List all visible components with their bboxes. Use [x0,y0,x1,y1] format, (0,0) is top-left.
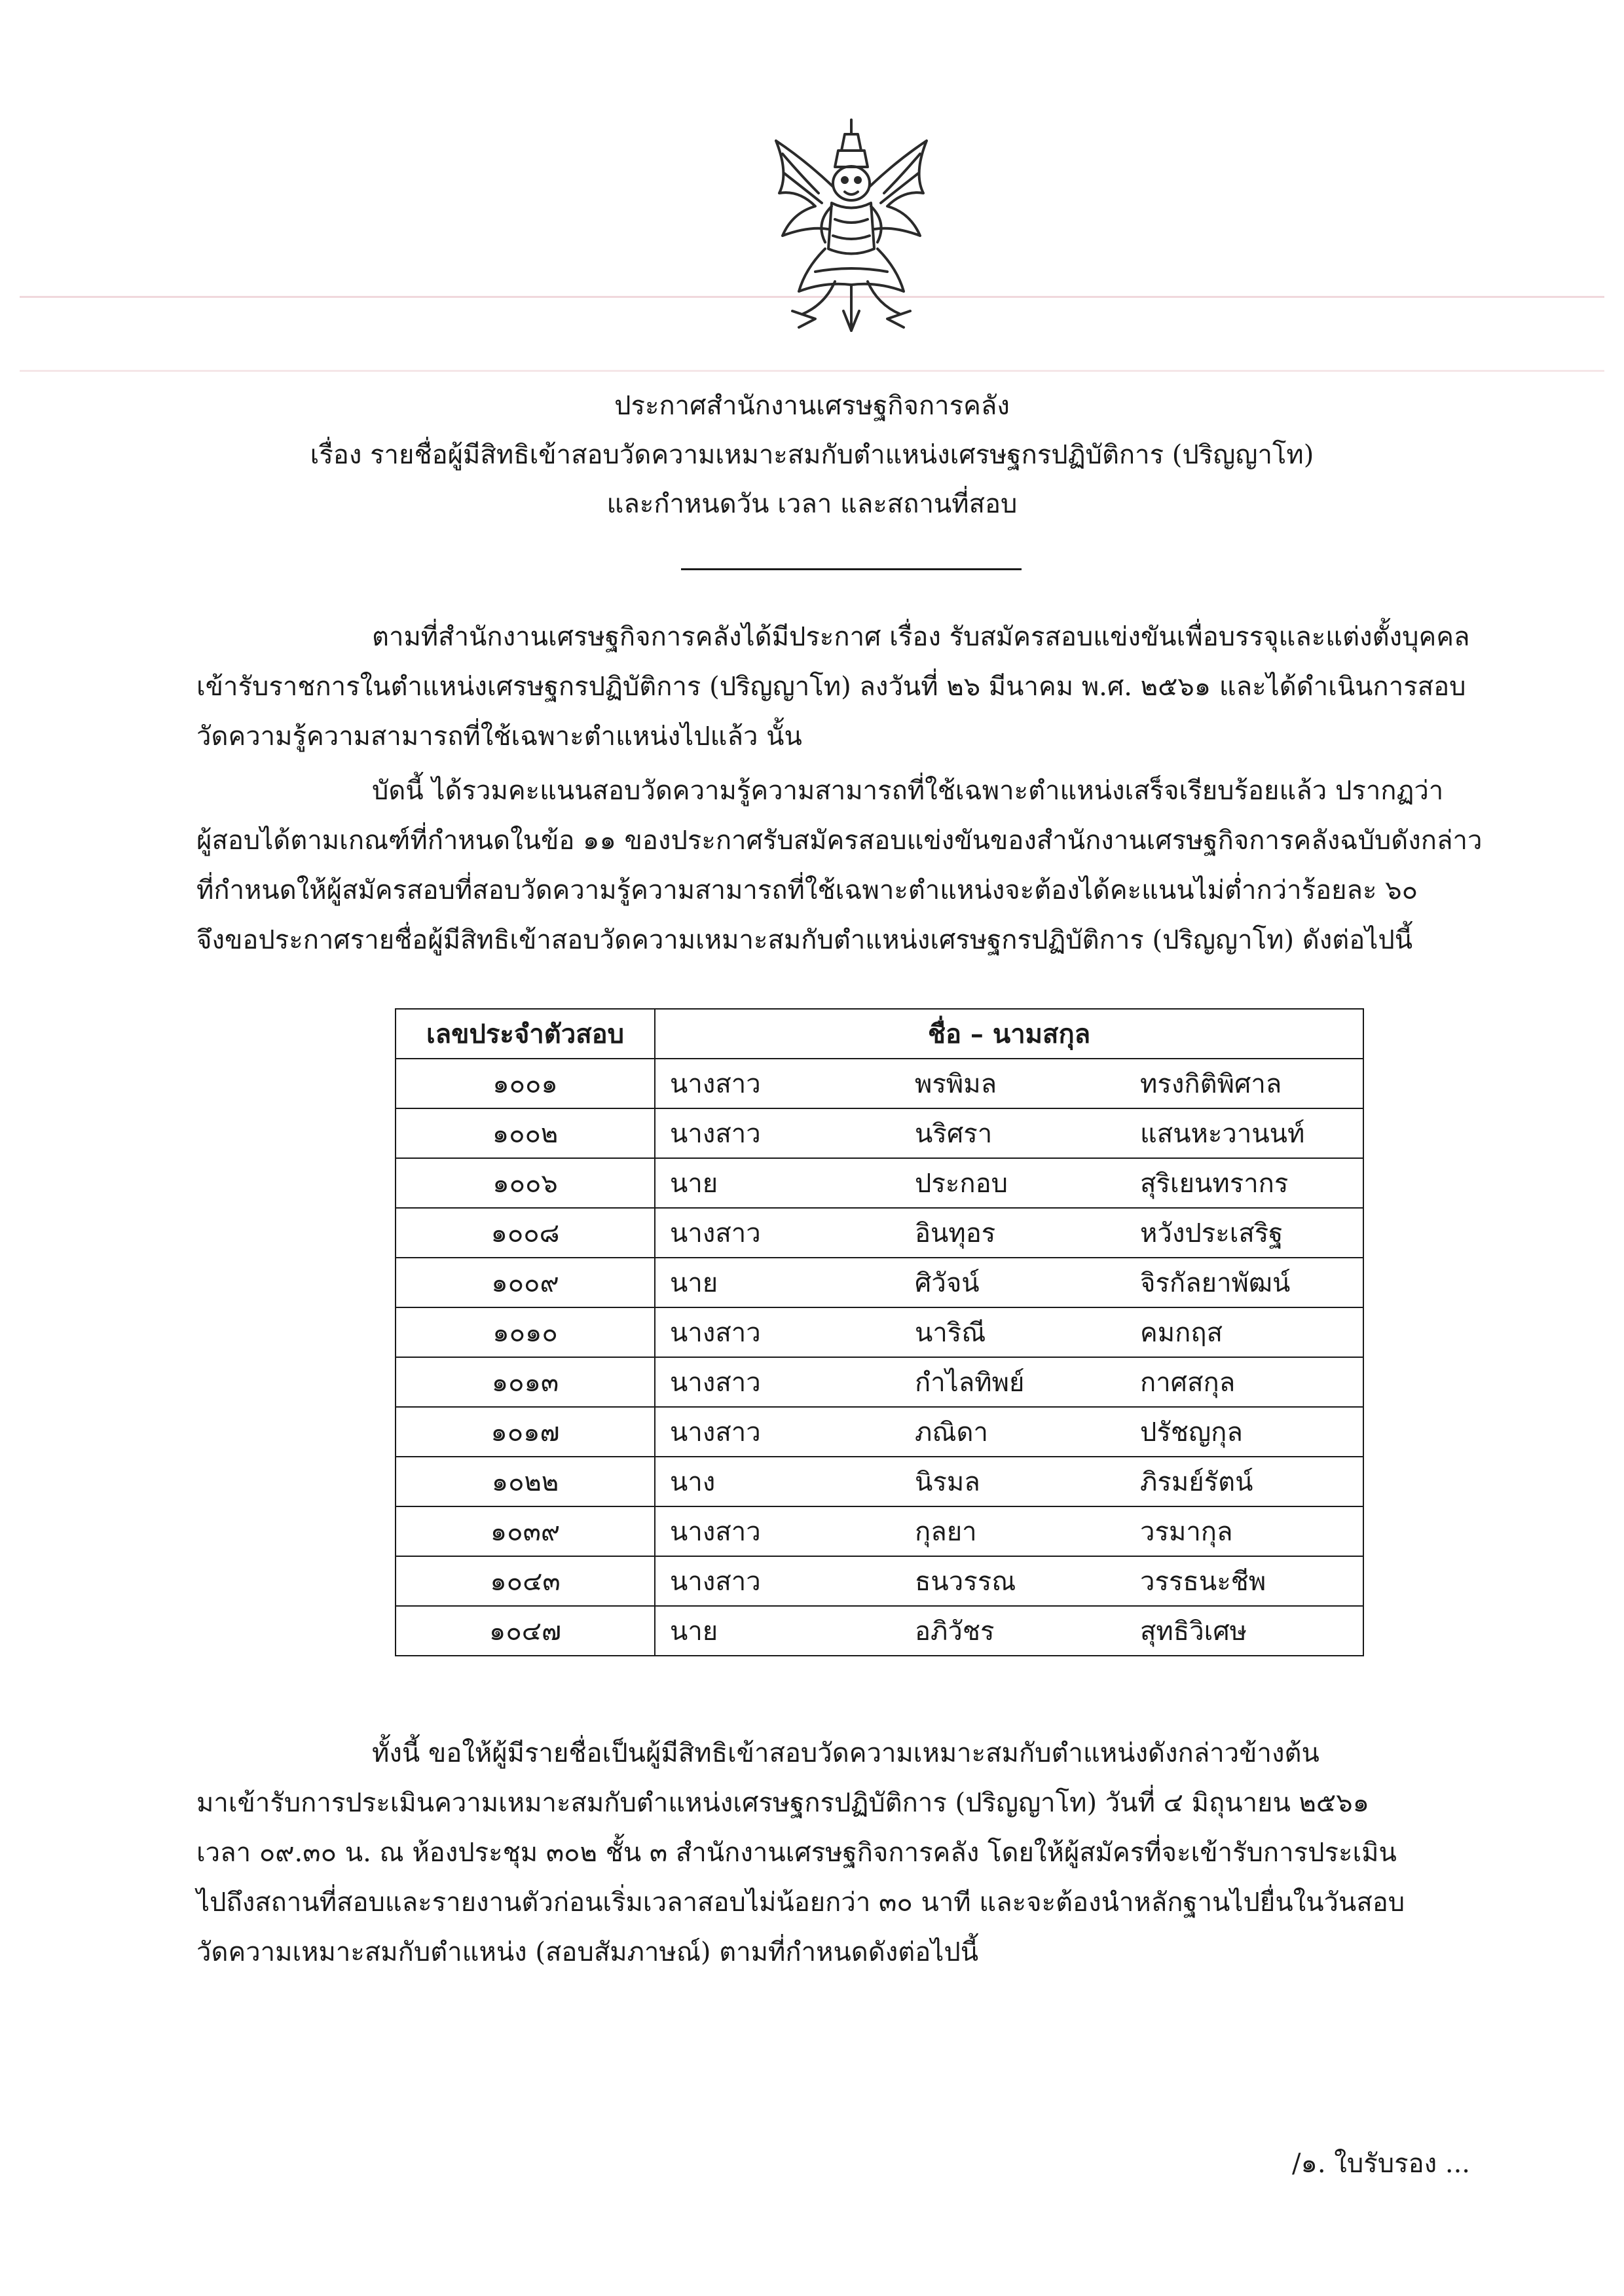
paragraph-line: วัดความรู้ความสามารถที่ใช้เฉพาะตำแหน่งไปแล้ว นั้น [196,721,802,752]
title-underline [681,568,1022,570]
candidate-table [395,1008,1364,1656]
paragraph-line: ผู้สอบได้ตามเกณฑ์ที่กำหนดในข้อ ๑๑ ของประกาศรับสมัครสอบแข่งขันของสำนักงานเศรษฐกิจการคลังฉบับดังกล่าว [196,826,1483,856]
first-name-cell: ภณิดา [900,1407,1126,1457]
name-title-cell: นางสาว [655,1108,900,1158]
first-name-cell: นาริณี [900,1307,1126,1357]
scan-artifact-line [20,370,1604,372]
table-row [396,1407,1363,1457]
last-name-cell: วรรธนะชีพ [1126,1556,1363,1606]
paragraph-line: วัดความเหมาะสมกับตำแหน่ง (สอบสัมภาษณ์) ตามที่กำหนดดังต่อไปนี้ [196,1937,979,1967]
table-row [396,1556,1363,1606]
exam-id-cell: ๑๐๔๗ [396,1606,655,1656]
first-name-cell: อินทุอร [900,1208,1126,1258]
table-row [396,1307,1363,1357]
garuda-emblem-icon [753,115,950,337]
paragraph-line: มาเข้ารับการประเมินความเหมาะสมกับตำแหน่งเศรษฐกรปฏิบัติการ (ปริญญาโท) วันที่ ๔ มิถุนายน ๒๕๖๑ [196,1788,1369,1818]
paragraph-line: ทั้งนี้ ขอให้ผู้มีรายชื่อเป็นผู้มีสิทธิเข้าสอบวัดความเหมาะสมกับตำแหน่งดังกล่าวข้างต้น [372,1738,1320,1768]
table-row [396,1457,1363,1506]
last-name-cell: หวังประเสริฐ [1126,1208,1363,1258]
paragraph-line: เข้ารับราชการในตำแหน่งเศรษฐกรปฏิบัติการ (ปริญญาโท) ลงวันที่ ๒๖ มีนาคม พ.ศ. ๒๕๖๑ และได้ดำเนินการสอบ [196,672,1466,702]
table-row [396,1208,1363,1258]
last-name-cell: จิรกัลยาพัฒน์ [1126,1258,1363,1307]
announcement-subject-cont: และกำหนดวัน เวลา และสถานที่สอบ [606,489,1018,519]
announcement-title: ประกาศสำนักงานเศรษฐกิจการคลัง [614,391,1010,421]
exam-id-cell: ๑๐๑๓ [396,1357,655,1407]
last-name-cell: สุทธิวิเศษ [1126,1606,1363,1656]
column-header-full-name: ชื่อ – นามสกุล [655,1009,1363,1059]
first-name-cell: ศิวัจน์ [900,1258,1126,1307]
table-row [396,1258,1363,1307]
last-name-cell: แสนหะวานนท์ [1126,1108,1363,1158]
paragraph-schedule [196,1728,1480,1977]
last-name-cell: สุริเยนทรากร [1126,1158,1363,1208]
table-row [396,1506,1363,1556]
table-header-row [396,1009,1363,1059]
exam-id-cell: ๑๐๐๖ [396,1158,655,1208]
name-title-cell: นาย [655,1158,900,1208]
last-name-cell: คมกฤส [1126,1307,1363,1357]
name-title-cell: นางสาว [655,1059,900,1108]
name-title-cell: นางสาว [655,1357,900,1407]
exam-id-cell: ๑๐๒๒ [396,1457,655,1506]
table-row [396,1059,1363,1108]
paragraph-line: เวลา ๐๙.๓๐ น. ณ ห้องประชุม ๓๐๒ ชั้น ๓ สำนักงานเศรษฐกิจการคลัง โดยให้ผู้สมัครที่จะเข้ารับการประเมิน [196,1838,1397,1868]
last-name-cell: ภิรมย์รัตน์ [1126,1457,1363,1506]
table-row [396,1357,1363,1407]
name-title-cell: นาง [655,1457,900,1506]
last-name-cell: ปรัชญกุล [1126,1407,1363,1457]
first-name-cell: กุลยา [900,1506,1126,1556]
table-row [396,1158,1363,1208]
first-name-cell: ธนวรรณ [900,1556,1126,1606]
paragraph-line: ไปถึงสถานที่สอบและรายงานตัวก่อนเริ่มเวลาสอบไม่น้อยกว่า ๓๐ นาที และจะต้องนำหลักฐานไปยื่นในวันสอบ [196,1887,1405,1918]
first-name-cell: ประกอบ [900,1158,1126,1208]
exam-id-cell: ๑๐๓๙ [396,1506,655,1556]
last-name-cell: วรมากุล [1126,1506,1363,1556]
paragraph-line: ที่กำหนดให้ผู้สมัครสอบที่สอบวัดความรู้ความสามารถที่ใช้เฉพาะตำแหน่งจะต้องได้คะแนนไม่ต่ำกว่าร้อยละ ๖๐ [196,875,1418,905]
paragraph-line: บัดนี้ ได้รวมคะแนนสอบวัดความรู้ความสามารถที่ใช้เฉพาะตำแหน่งเสร็จเรียบร้อยแล้ว ปรากฏว่า [372,776,1444,806]
name-title-cell: นางสาว [655,1506,900,1556]
first-name-cell: กำไลทิพย์ [900,1357,1126,1407]
first-name-cell: นิรมล [900,1457,1126,1506]
table-row [396,1606,1363,1656]
last-name-cell: ทรงกิติพิศาล [1126,1059,1363,1108]
exam-id-cell: ๑๐๑๗ [396,1407,655,1457]
exam-id-cell: ๑๐๔๓ [396,1556,655,1606]
paragraph-results [196,766,1483,965]
paragraph-line: ตามที่สำนักงานเศรษฐกิจการคลังได้มีประกาศ เรื่อง รับสมัครสอบแข่งขันเพื่อบรรจุและแต่งตั้งบุคคล [372,622,1470,652]
last-name-cell: กาศสกุล [1126,1357,1363,1407]
first-name-cell: นริศรา [900,1108,1126,1158]
name-title-cell: นางสาว [655,1556,900,1606]
continuation-note: /๑. ใบรับรอง ... [1292,2149,1470,2179]
table-row [396,1108,1363,1158]
exam-id-cell: ๑๐๐๑ [396,1059,655,1108]
name-title-cell: นางสาว [655,1407,900,1457]
name-title-cell: นาย [655,1606,900,1656]
announcement-subject: เรื่อง รายชื่อผู้มีสิทธิเข้าสอบวัดความเหมาะสมกับตำแหน่งเศรษฐกรปฏิบัติการ (ปริญญาโท) [310,440,1314,470]
name-title-cell: นางสาว [655,1208,900,1258]
exam-id-cell: ๑๐๐๒ [396,1108,655,1158]
first-name-cell: อภิวัชร [900,1606,1126,1656]
exam-id-cell: ๑๐๐๘ [396,1208,655,1258]
paragraph-intro [196,612,1480,761]
first-name-cell: พรพิมล [900,1059,1126,1108]
name-title-cell: นาย [655,1258,900,1307]
name-title-cell: นางสาว [655,1307,900,1357]
exam-id-cell: ๑๐๑๐ [396,1307,655,1357]
paragraph-line: จึงขอประกาศรายชื่อผู้มีสิทธิเข้าสอบวัดความเหมาะสมกับตำแหน่งเศรษฐกรปฏิบัติการ (ปริญญาโท) ดังต่อไปนี้ [196,925,1413,955]
column-header-exam-id: เลขประจำตัวสอบ [396,1009,655,1059]
exam-id-cell: ๑๐๐๙ [396,1258,655,1307]
